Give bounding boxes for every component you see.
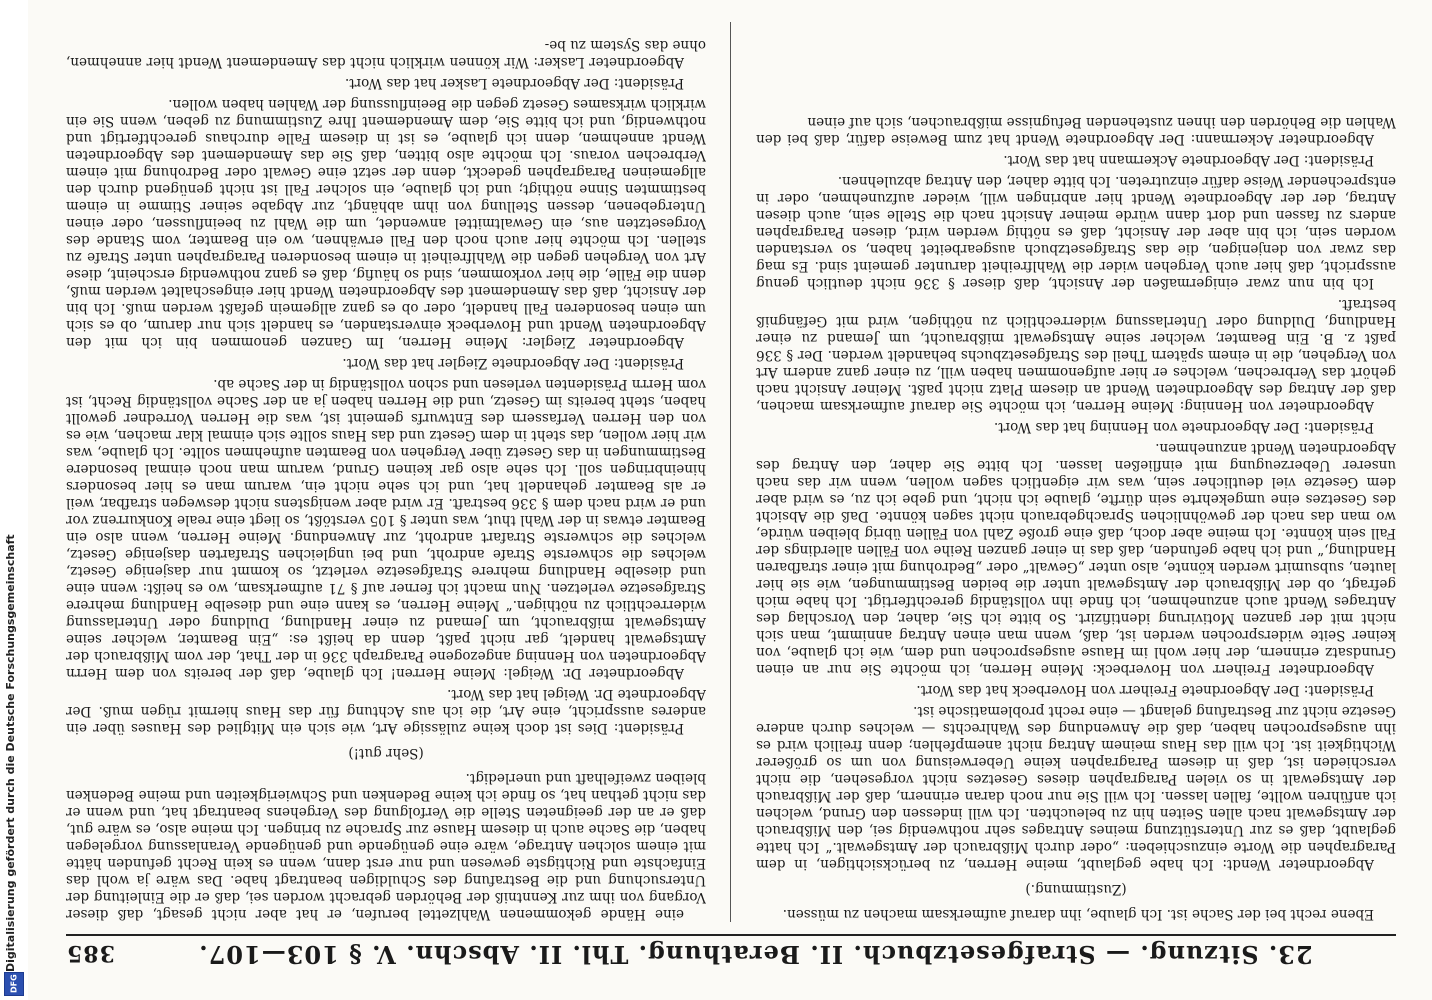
- paragraph: Präsident: Der Abgeordnete Ackermann hat das Wort.: [1003, 152, 1374, 168]
- left-text-column: [756, 22, 1396, 922]
- paragraph: Ich bin nun zwar einigermaßen der Ansicht, daß dieser § 336 nicht deutlich genug ausspricht, daß hier auch Vergehen wider die Wahlfreiheit darunter gemeint sind. Es mag das zwar von denjenigen, die das Strafgesetzbuch ausgearbeitet haben, so verstanden worden sein, ich bin aber der Ansicht, daß es nöthig werden wird, diesen Paragraphen anders zu fassen und dort dann würde meiner Ansicht nach die Stelle sein, auch diesen Antrag, der der Abgeordnete Wendt hier anbringen will, wieder aufzunehmen, oder in entsprechender Weise dafür einzutreten. Ich bitte daher, den Antrag abzulehnen.: [756, 173, 1396, 291]
- paragraph: Abgeordneter Ziegler: Meine Herren, Im Ganzen genommen bin ich mit den Abgeordneten Wendt und Hoverbeck einverstanden, es handelt sich nur darum, ob es sich um einen besonderen Fall handelt, oder ob es ganz allgemein gefaßt werden muß. Ich bin der Ansicht, daß das Amendement des Abgeordneten Wendt hier eingeschaltet werden muß, denn die Fälle, die hier vorkommen, sind so häufig, daß es ganz nothwendig erscheint, diese Art von Vergehen gegen die Wahlfreiheit in einem besonderen Paragraphen unter Strafe zu stellen. Ich möchte hier auch noch den Fall erwähnen, wo ein Beamter, vom Stande des Vorgesetzten aus, ein Gewaltmittel anwendet, um die Wahl zu beeinflussen, oder einen Untergebenen, dessen Stellung von ihm abhängt, zur Abgabe seiner Stimme in einem bestimmten Sinne nöthigt; und ich glaube, ein solcher Fall ist nicht genügend durch den allgemeinen Paragraphen gedeckt, denn der setzt eine Gewalt oder Bedrohung mit einem Verbrechen voraus. Ich möchte also bitten, daß Sie das Amendement des Abgeordneten Wendt annehmen, denn ich glaube, es ist in diesem Falle durchaus gerechtfertigt und nothwendig, und ich bitte Sie, dem Amendement Ihre Zustimmung zu geben, wenn Sie ein wirklich wirksames Gesetz gegen die Beeinflussung der Wahlen haben wollen.: [66, 96, 706, 350]
- paragraph: (Zustimmung.): [1025, 881, 1127, 897]
- paragraph: Abgeordneter Lasker: Wir können wirklich nicht das Amendement Wendt hier annehmen, ohne das System zu be-: [66, 37, 706, 70]
- paragraph: Abgeordneter Ackermann: Der Abgeordnete Wendt hat zum Beweise dafür, daß bei den Wahlen die Behörden den ihnen zustehenden Befugnisse mißbrauchen, sich auf einen: [756, 114, 1396, 147]
- paragraph: (Sehr gut!): [348, 745, 424, 761]
- paragraph: Abgeordneter Wendt: Ich habe geglaubt, meine Herren, zu berücksichtigen, in dem Paragraphen die Worte einzuschieben: „oder durch Mißbrauch der Amtsgewalt.“ Ich hatte geglaubt, daß es zur Unterstützung meines Antrages sehr nothwendig sei, den Mißbrauch der Amtsgewalt nach allen Seiten hin zu beleuchten. Ich will indessen den Grund, welchen ich anführen wollte, fallen lassen. Ich will Sie nur noch daran erinnern, daß der Mißbrauch der Amtsgewalt in so vielen Paragraphen dieses Gesetzes nicht vorgesehen, die nicht verschieden ist, daß in diesem Paragraphen keine Ueberweisung von um so größerer Wichtigkeit ist. Ich will das Haus meinem Antrag nicht anempfehlen; denn freilich wird es ihn ausgesprochen haben, daß die Anwendung des Wahlrechts — welches durch andere Gesetze nicht zur Bestrafung gelangt — eine recht problematische ist.: [756, 703, 1396, 872]
- paragraph: Präsident: Der Abgeordnete Lasker hat das Wort.: [344, 75, 684, 91]
- digitization-credit-text: Digitalisierung gefördert durch die Deutsche Forschungsgemeinschaft: [4, 534, 17, 972]
- rotated-page-content: [28, 0, 1432, 1000]
- page-number: 385: [66, 940, 115, 966]
- paragraph: Abgeordneter von Henning: Meine Herren, ich möchte Sie darauf aufmerksam machen, daß der Antrag des Abgeordneten Wendt an diesem Platz nicht paßt. Meiner Ansicht nach gehört das Verbrechen, welches er hier aufgenommen haben will, zu einer ganz andern Art von Vergehen, die in einem spätern Theil des Strafgesetzbuchs behandelt werden. Der § 336 paßt z. B. Ein Beamter, welcher seine Amtsgewalt mißbraucht, um Jemand zu einer Handlung, Duldung oder Unterlassung widerrechtlich zu nöthigen, wird mit Gefängniß bestraft.: [756, 296, 1396, 414]
- paragraph: Ebene recht bei der Sache ist. Ich glaube, ihn darauf aufmerksam machen zu müssen.: [782, 906, 1374, 922]
- scanned-page: [28, 0, 1432, 1000]
- paragraph: Präsident: Der Abgeordnete Ziegler hat das Wort.: [342, 355, 684, 371]
- paragraph: Abgeordneter Freiherr von Hoverbeck: Meine Herren, ich möchte Sie nur an einen Grundsatz erinnern, der hier wohl im Hause ausgesprochen und dem, wie ich glaube, von keiner Seite widersprochen werden ist, daß, wenn man einen Antrag annimmt, man sich nicht mit der ganzen Motivirung identifizirt. So bitte ich Sie, daher, den Vorschlag des Antrages Wendt auch anzunehmen, ich finde ihn vollständig gerechtfertigt. Ich habe mich gefragt, ob der Mißbrauch der Amtsgewalt unter die beiden Bestimmungen, wie sie hier lauten, subsumirt werden könnte, also unter „Gewalt“ oder „Bedrohung mit einer strafbaren Handlung,“ und ich habe gefunden, daß das in einer ganzen Reihe von Fällen allerdings der Fall sein könnte. Ich meine aber doch, daß eine große Zahl von Fällen übrig bleiben würde, wo man das nach der gewöhnlichen Sprachgebrauch nicht sagen könnte. Daß die Absicht des Gesetzes eine umgekehrte sein dürfte, glaube ich nicht, und gebe ich zu, es wird aber dem Gesetze viel deutlicher sein, was wir eigentlich sagen wollen, wenn wir das nach unserer Ueberzeugung mit einfließen lassen. Ich bitte Sie daher, den Antrag des Abgeordneten Wendt anzunehmen.: [756, 440, 1396, 677]
- paragraph: Abgeordneter Dr. Weigel: Meine Herren! Ich glaube, daß der bereits von dem Herrn Abgeordneten von Henning angezogene Paragraph 336 in der That, der vom Mißbrauch der Amtsgewalt handelt, gar nicht paßt, denn da heißt es: „Ein Beamter, welcher seine Amtsgewalt mißbraucht, um Jemand zu einer Handlung, Duldung oder Unterlassung widerrechtlich zu nöthigen.“ Meine Herren, es kann eine und dieselbe Handlung mehrere Strafgesetze verletzen. Nun macht ich ferner auf § 71 aufmerksam, wo es heißt: wenn eine und dieselbe Handlung mehrere Strafgesetze verletzt, so kommt nur dasjenige Gesetz, welches die schwerste Strafe androht, und bei ungleichen Strafarten dasjenige Gesetz, welches die schwerste Strafart androht, zur Anwendung. Meine Herren, wenn also ein Beamter etwas in der Wahl thut, was unter § 105 verstößt, so liegt eine reale Konkurrenz vor und er wird nach dem § 336 bestraft. Er wird aber wenigstens nicht deswegen strafbar, weil er als Beamter gehandelt hat, und ich sehe nicht ein, warum man es hier besonders hineinbringen soll. Ich sehe also gar keinen Grund, warum man noch einmal besondere Bestimmungen in das Gesetz über Vergehen von Beamten aufnehmen sollte. Ich glaube, was wir hier wollen, das steht in dem Gesetz und das Haus sollte sich einmal klar machen, wie es von den Herren Verfassern des Entwurfs gemeint ist, was die Herren Vorredner gewollt haben, steht bereits im Gesetz, und die Herren haben ja an der Sache vollständig Recht, ist vom Herrn Präsidenten verlesen und schon vollständig in der Sache ab.: [66, 376, 706, 681]
- right-text-column: [66, 22, 706, 922]
- paragraph: eine Hände gekommenen Wahlzettel berufen, er hat aber nicht gesagt, daß dieser Vorgang von ihm zur Kenntniß der Behörden gebracht worden sei, daß er die Einleitung der Untersuchung und die Bestrafung des Schuldigen beantragt habe. Das wäre ja wohl das Einfachste und Richtigste gewesen und nur erst dann, wenn es kein Recht gefunden hätte mit einem solchen Antrage, wäre eine genügende und genügende Veranlassung vorgelegen haben, die Sache auch in diesem Hause zur Sprache zu bringen. Ich meine also, es wäre gut, daß er an der geeigneten Stelle die Verfolgung des Vergehens beantragt hat, und wenn er das nicht gethan hat, so finde ich keine Bedenken und Schwierigkeiten und meine Bedenken bleiben zweifelhaft und unerledigt.: [66, 770, 706, 922]
- paragraph: Präsident: Der Abgeordnete von Henning hat das Wort.: [993, 419, 1374, 435]
- paragraph: Präsident: Der Abgeordnete Freiherr von Hoverbeck hat das Wort.: [916, 682, 1374, 698]
- digitization-credit-strip: [0, 0, 28, 1000]
- running-title: 23. Sitzung. — Strafgesetzbuch. II. Berathung. Thl. II. Abschn. V. § 103—107.: [198, 940, 1313, 969]
- column-divider: [730, 22, 731, 922]
- paragraph: Präsident: Dies ist doch keine zulässige Art, wie sich ein Mitglied des Hauses über ein anderes ausspricht, eine Art, die ich aus Achtung für das Haus hiermit rügen muß. Der Abgeordnete Dr. Weigel hat das Wort.: [66, 686, 706, 736]
- page-header: [66, 934, 1396, 976]
- dfg-logo-icon: DFG: [4, 972, 24, 996]
